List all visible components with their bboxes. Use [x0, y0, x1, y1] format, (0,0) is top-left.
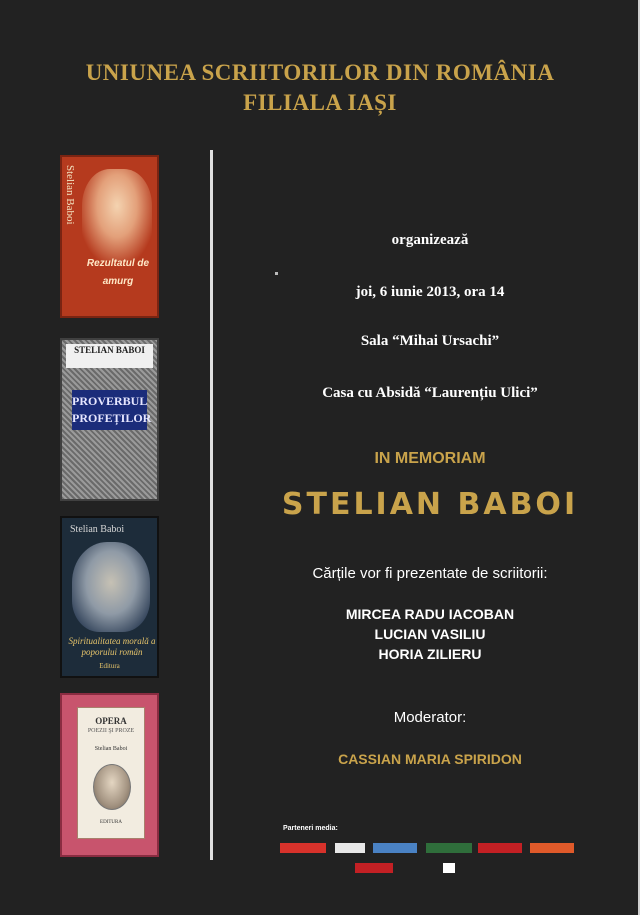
media-logo-1 — [280, 843, 326, 853]
presenter-name: MIRCEA RADU IACOBAN — [345, 606, 515, 622]
media-logo-4 — [426, 843, 472, 853]
book-cover-1-title: Rezultatul de amurg — [86, 258, 150, 287]
media-logo-7 — [355, 863, 393, 873]
honoree-name: STELIAN BABOI — [281, 487, 579, 522]
book-cover-4-author: Stelian Baboi — [94, 746, 128, 752]
event-venue: Casa cu Absidă “Laurențiu Ulici” — [322, 385, 538, 401]
presenter-name: LUCIAN VASILIU — [374, 626, 486, 642]
in-memoriam-title: IN MEMORIAM — [374, 450, 486, 467]
presenter-name: HORIA ZILIERU — [378, 646, 482, 662]
stray-dot — [275, 272, 278, 275]
media-logo-6 — [530, 843, 574, 853]
presenters-list — [230, 604, 630, 664]
book-cover-4-portrait — [93, 764, 131, 810]
book-cover-1 — [60, 155, 159, 318]
organizes-text: organizează — [391, 232, 469, 248]
book-cover-4-title: OPERA — [95, 716, 127, 726]
presenters-intro: Cărțile vor fi prezentate de scriitorii: — [312, 565, 548, 582]
header-union-name: UNIUNEA SCRIITORILOR DIN ROMÂNIA — [85, 60, 555, 85]
media-partners-label: Parteneri media: — [283, 825, 338, 832]
book-cover-1-author: Stelian Baboi — [64, 165, 76, 225]
book-cover-4-subtitle: POEZII ŞI PROZE — [87, 728, 135, 734]
header — [0, 58, 640, 118]
book-cover-2-author: STELIAN BABOI — [74, 345, 145, 355]
media-logo-3 — [373, 843, 417, 853]
moderator-label: Moderator: — [393, 709, 467, 726]
book-cover-4-publisher: EDITURA — [100, 820, 122, 825]
book-cover-3-publisher: Editura — [99, 662, 120, 670]
book-cover-3-author: Stelian Baboi — [70, 524, 125, 535]
vertical-divider — [210, 150, 213, 860]
book-cover-4-panel — [77, 707, 145, 839]
book-cover-3 — [60, 516, 159, 678]
book-cover-4 — [60, 693, 159, 857]
media-logo-2 — [335, 843, 365, 853]
book-cover-3-sculpture-image — [72, 542, 150, 632]
event-hall: Sala “Mihai Ursachi” — [360, 333, 500, 349]
book-cover-3-title: Spiritualitatea morală a poporului român — [68, 636, 156, 657]
header-branch-name: FILIALA IAȘI — [243, 90, 397, 115]
event-date: joi, 6 iunie 2013, ora 14 — [355, 284, 505, 300]
media-logo-8 — [443, 863, 455, 873]
moderator-name: CASSIAN MARIA SPIRIDON — [338, 751, 522, 767]
book-cover-1-artwork — [82, 169, 152, 261]
book-cover-2 — [60, 338, 159, 501]
media-logo-5 — [478, 843, 522, 853]
book-cover-2-title: PROVERBUL PROFEȚILOR — [72, 390, 147, 430]
